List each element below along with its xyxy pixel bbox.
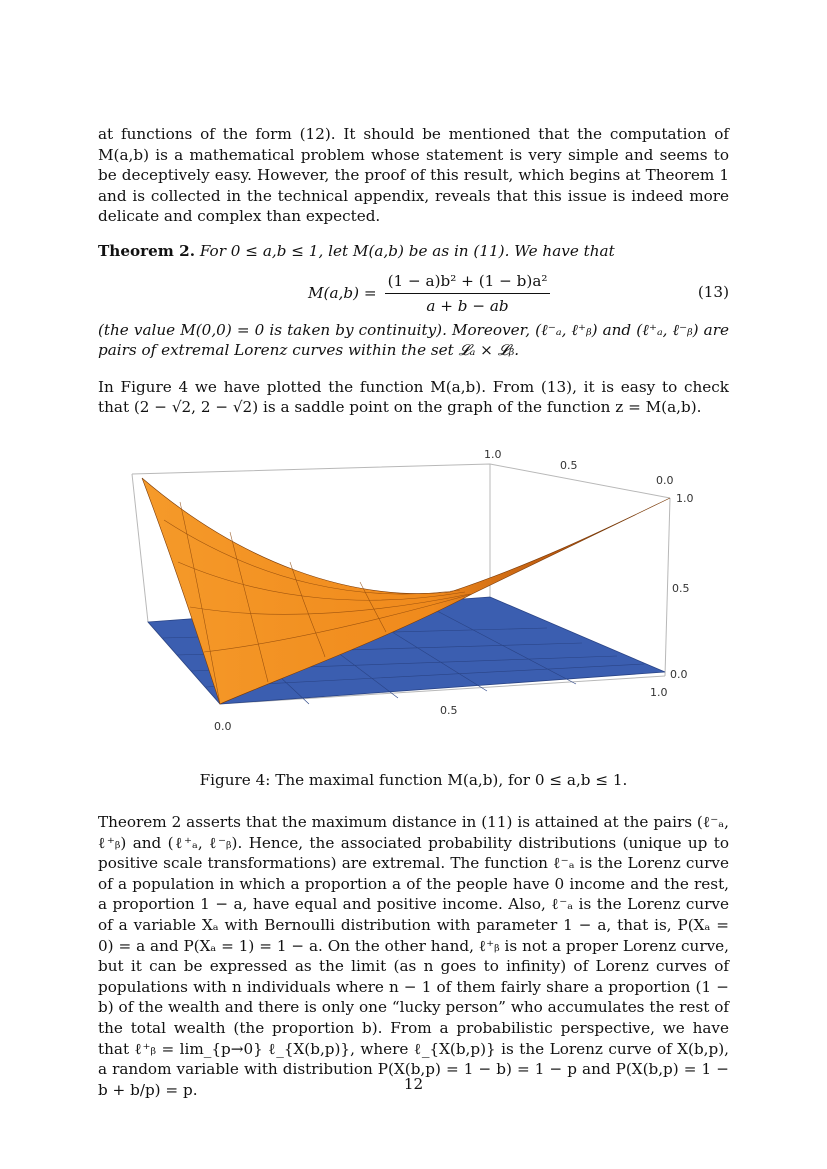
equation-numerator: (1 − a)b² + (1 − b)a²	[385, 272, 551, 294]
discussion-block	[98, 812, 729, 1100]
discussion-paragraph: Theorem 2 asserts that the maximum distance in (11) is attained at the pairs (ℓ⁻ₐ, ℓ⁺ᵦ) and (ℓ⁺ₐ, ℓ⁻ᵦ). Hence, the associated probability distributions (unique up to positive scale transformations) are extremal. The function ℓ⁻ₐ is the Lorenz curve of a population in which a proportion a of the people have 0 income and the rest, a proportion 1 − a, have equal and positive income. Also, ℓ⁻ₐ is the Lorenz curve of a variable Xₐ with Bernoulli distribution with parameter 1 − a, that is, P(Xₐ = 0) = a and P(Xₐ = 1) = 1 − a. On the other hand, ℓ⁺ᵦ is not a proper Lorenz curve, but it can be expressed as the limit (as n goes to infinity) of Lorenz curves of populations with n individuals where n − 1 of them fairly share a proportion (1 − b) of the wealth and there is only one “lucky person” who accumulates the rest of the total wealth (the proportion b). From a probabilistic perspective, we have that ℓ⁺ᵦ = lim_{p→0} ℓ_{X(b,p)}, where ℓ_{X(b,p)} is the Lorenz curve of X(b,p), a random variable with distribution P(X(b,p) = 1 − b) = 1 − p and P(X(b,p) = 1 − b + b/p) = p.	[98, 813, 729, 1099]
tick-z-bottom: 0.0	[670, 668, 688, 681]
theorem-label: Theorem 2.	[98, 241, 196, 260]
tick-back-right: 0.0	[656, 474, 674, 487]
theorem-statement: For 0 ≤ a,b ≤ 1, let M(a,b) be as in (11). We have that	[199, 241, 615, 260]
page-number: 12	[403, 1075, 424, 1093]
equation-denominator: a + b − ab	[426, 296, 509, 315]
theorem-2	[98, 241, 729, 262]
surface-plot-figure	[120, 442, 710, 742]
equation-13	[98, 266, 729, 320]
page-body	[98, 124, 729, 418]
tick-front-right: 1.0	[650, 686, 668, 699]
figure-caption: Figure 4: The maximal function M(a,b), for 0 ≤ a,b ≤ 1.	[199, 771, 628, 789]
tick-z-mid: 0.5	[672, 582, 690, 595]
figure-intro-paragraph: In Figure 4 we have plotted the function M(a,b). From (13), it is easy to check that (2 − √2, 2 − √2) is a saddle point on the graph of the function z = M(a,b).	[98, 377, 729, 417]
intro-paragraph: at functions of the form (12). It should be mentioned that the computation of M(a,b) is a mathematical problem whose statement is very simple and seems to be deceptively easy. However, the proof of this result, which begins at Theorem 1 and is collected in the technical appendix, reveals that this issue is indeed more delicate and complex than expected.	[98, 125, 729, 226]
tick-back-top: 1.0	[484, 448, 502, 461]
theorem-continuation: (the value M(0,0) = 0 is taken by continuity). Moreover, (ℓ⁻ₐ, ℓ⁺ᵦ) and (ℓ⁺ₐ, ℓ⁻ᵦ) are pairs of extremal Lorenz curves within the set 𝓛ₐ × 𝓛ᵦ.	[98, 320, 729, 360]
equation-fraction	[385, 272, 551, 315]
tick-back-mid: 0.5	[560, 459, 578, 472]
tick-z-top: 1.0	[676, 492, 694, 505]
equation-number: (13)	[697, 282, 729, 301]
equation-lhs: M(a,b) =	[308, 284, 377, 303]
tick-front-mid: 0.5	[440, 704, 458, 717]
tick-front-left: 0.0	[214, 720, 232, 733]
